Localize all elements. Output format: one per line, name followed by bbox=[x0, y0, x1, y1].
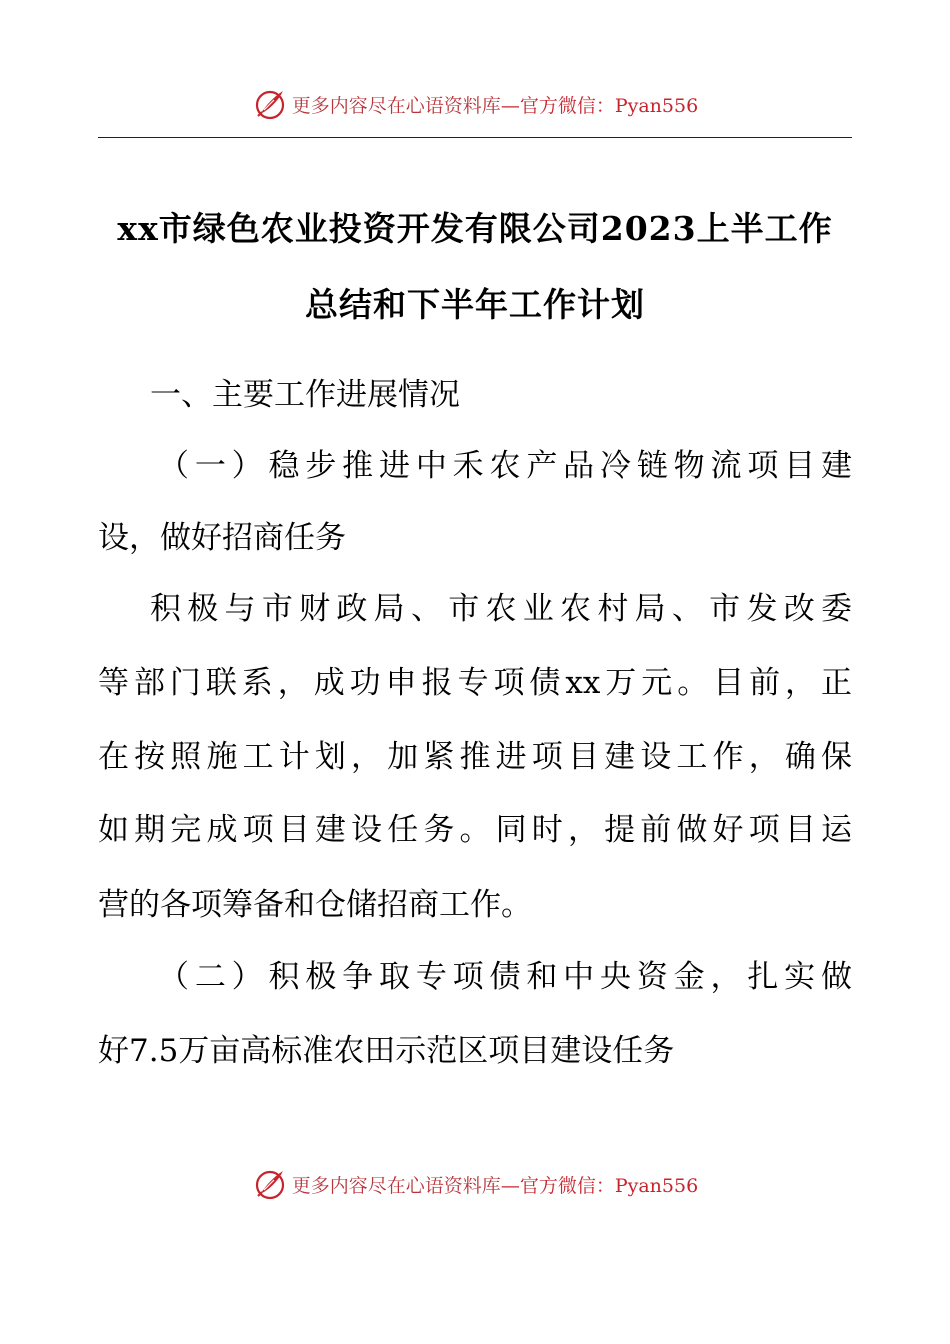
paragraph-line: 在按照施工计划，加紧推进项目建设工作，确保 bbox=[98, 739, 852, 775]
section-heading: 一、主要工作进展情况 bbox=[150, 377, 460, 413]
banner-separator: — bbox=[500, 1174, 520, 1197]
subsection-heading-line: （一）稳步推进中禾农产品冷链物流项目建 bbox=[158, 448, 852, 484]
banner-brand: 更多内容尽在心语资料库 bbox=[291, 94, 501, 117]
header-banner bbox=[0, 82, 950, 126]
paragraph-line: 积极与市财政局、市农业农村局、市发改委 bbox=[150, 591, 852, 627]
header-divider bbox=[98, 137, 852, 138]
paragraph-line: 营的各项筹备和仓储招商工作。 bbox=[98, 887, 532, 923]
banner-separator: — bbox=[500, 94, 520, 117]
banner-brand: 更多内容尽在心语资料库 bbox=[291, 1174, 501, 1197]
banner-wechat-id: Pyan556 bbox=[614, 94, 699, 117]
document-title-line-1: xx市绿色农业投资开发有限公司2023上半工作 bbox=[117, 209, 833, 248]
banner-wechat-label: 官方微信： bbox=[519, 94, 615, 117]
subsection-heading-line: 设，做好招商任务 bbox=[98, 520, 346, 556]
paragraph-line: 如期完成项目建设任务。同时，提前做好项目运 bbox=[98, 812, 852, 848]
subsection-heading-line: 好7.5万亩高标准农田示范区项目建设任务 bbox=[98, 1033, 675, 1069]
document-title-line-2: 总结和下半年工作计划 bbox=[305, 285, 645, 324]
banner-wechat-id: Pyan556 bbox=[614, 1174, 699, 1197]
footer-banner bbox=[0, 1162, 950, 1206]
feather-pen-logo-icon bbox=[252, 1166, 288, 1202]
paragraph-line: 等部门联系，成功申报专项债xx万元。目前，正 bbox=[98, 665, 852, 701]
subsection-heading-line: （二）积极争取专项债和中央资金，扎实做 bbox=[158, 959, 852, 995]
feather-pen-logo-icon bbox=[252, 86, 288, 122]
banner-wechat-label: 官方微信： bbox=[519, 1174, 615, 1197]
